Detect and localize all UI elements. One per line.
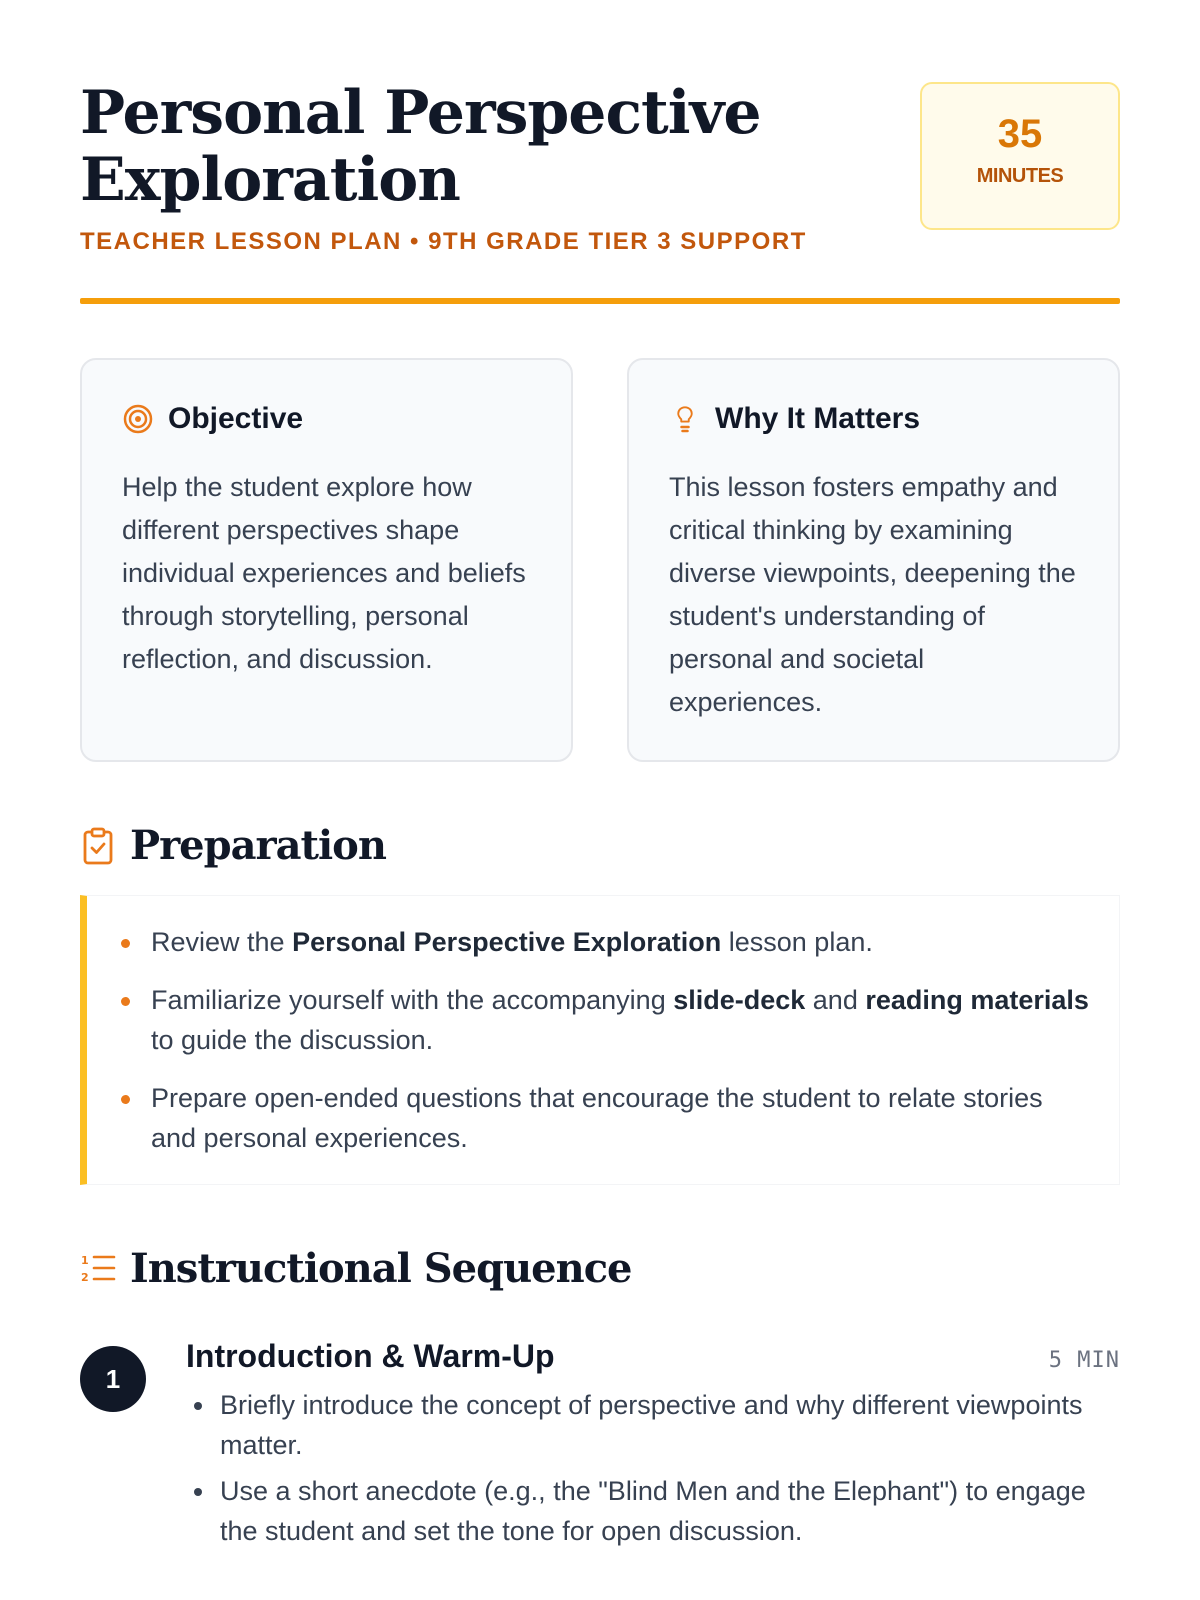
target-icon (122, 403, 154, 435)
duration-badge (920, 82, 1120, 230)
preparation-box (80, 895, 1120, 1185)
duration-value: 35 (997, 112, 1043, 156)
svg-text:2: 2 (81, 1270, 89, 1284)
duration-label: MINUTES (976, 165, 1064, 187)
preparation-heading (80, 822, 1120, 869)
page-subtitle: TEACHER LESSON PLAN • 9TH GRADE TIER 3 SUPPORT (80, 228, 807, 255)
lightbulb-icon (669, 403, 701, 435)
svg-text:1: 1 (81, 1253, 89, 1267)
objective-card (80, 358, 573, 762)
list-item: Briefly introduce the concept of perspective and why different viewpoints matter. (186, 1385, 1120, 1465)
list-item: Use a short anecdote (e.g., the "Blind Men and the Elephant") to engage the student and set the tone for open discussion. (186, 1471, 1120, 1551)
list-item: Review the Personal Perspective Exploration lesson plan. (111, 922, 1089, 962)
step-bullets (186, 1385, 1120, 1551)
objective-title: Objective (168, 402, 304, 435)
list-item: Prepare open-ended questions that encourage the student to relate stories and personal experiences. (111, 1078, 1089, 1158)
clipboard-check-icon (80, 826, 116, 866)
page-title: Personal Perspective Exploration (80, 78, 761, 215)
lesson-header (80, 80, 1120, 298)
step-number-badge: 1 (80, 1346, 146, 1412)
sequence-heading (80, 1245, 1120, 1292)
sequence-step (80, 1338, 1120, 1551)
info-cards (80, 358, 1120, 762)
why-title: Why It Matters (715, 402, 921, 435)
header-divider (80, 298, 1120, 304)
list-item: Familiarize yourself with the accompanying slide-deck and reading materials to guide the discussion. (111, 980, 1089, 1060)
why-it-matters-card (627, 358, 1120, 762)
sequence-title: Instructional Sequence (130, 1245, 632, 1292)
preparation-list (111, 922, 1089, 1158)
why-text: This lesson fosters empathy and critical thinking by examining diverse viewpoints, deepening the student's understanding of personal and societal experiences. (669, 472, 1076, 717)
numbered-list-icon (80, 1251, 116, 1287)
step-duration: 5 MIN (1048, 1348, 1120, 1373)
preparation-title: Preparation (130, 822, 386, 869)
objective-text: Help the student explore how different perspectives shape individual experiences and beliefs through storytelling, personal reflection, and discussion. (122, 472, 526, 674)
step-title: Introduction & Warm-Up (186, 1338, 555, 1374)
